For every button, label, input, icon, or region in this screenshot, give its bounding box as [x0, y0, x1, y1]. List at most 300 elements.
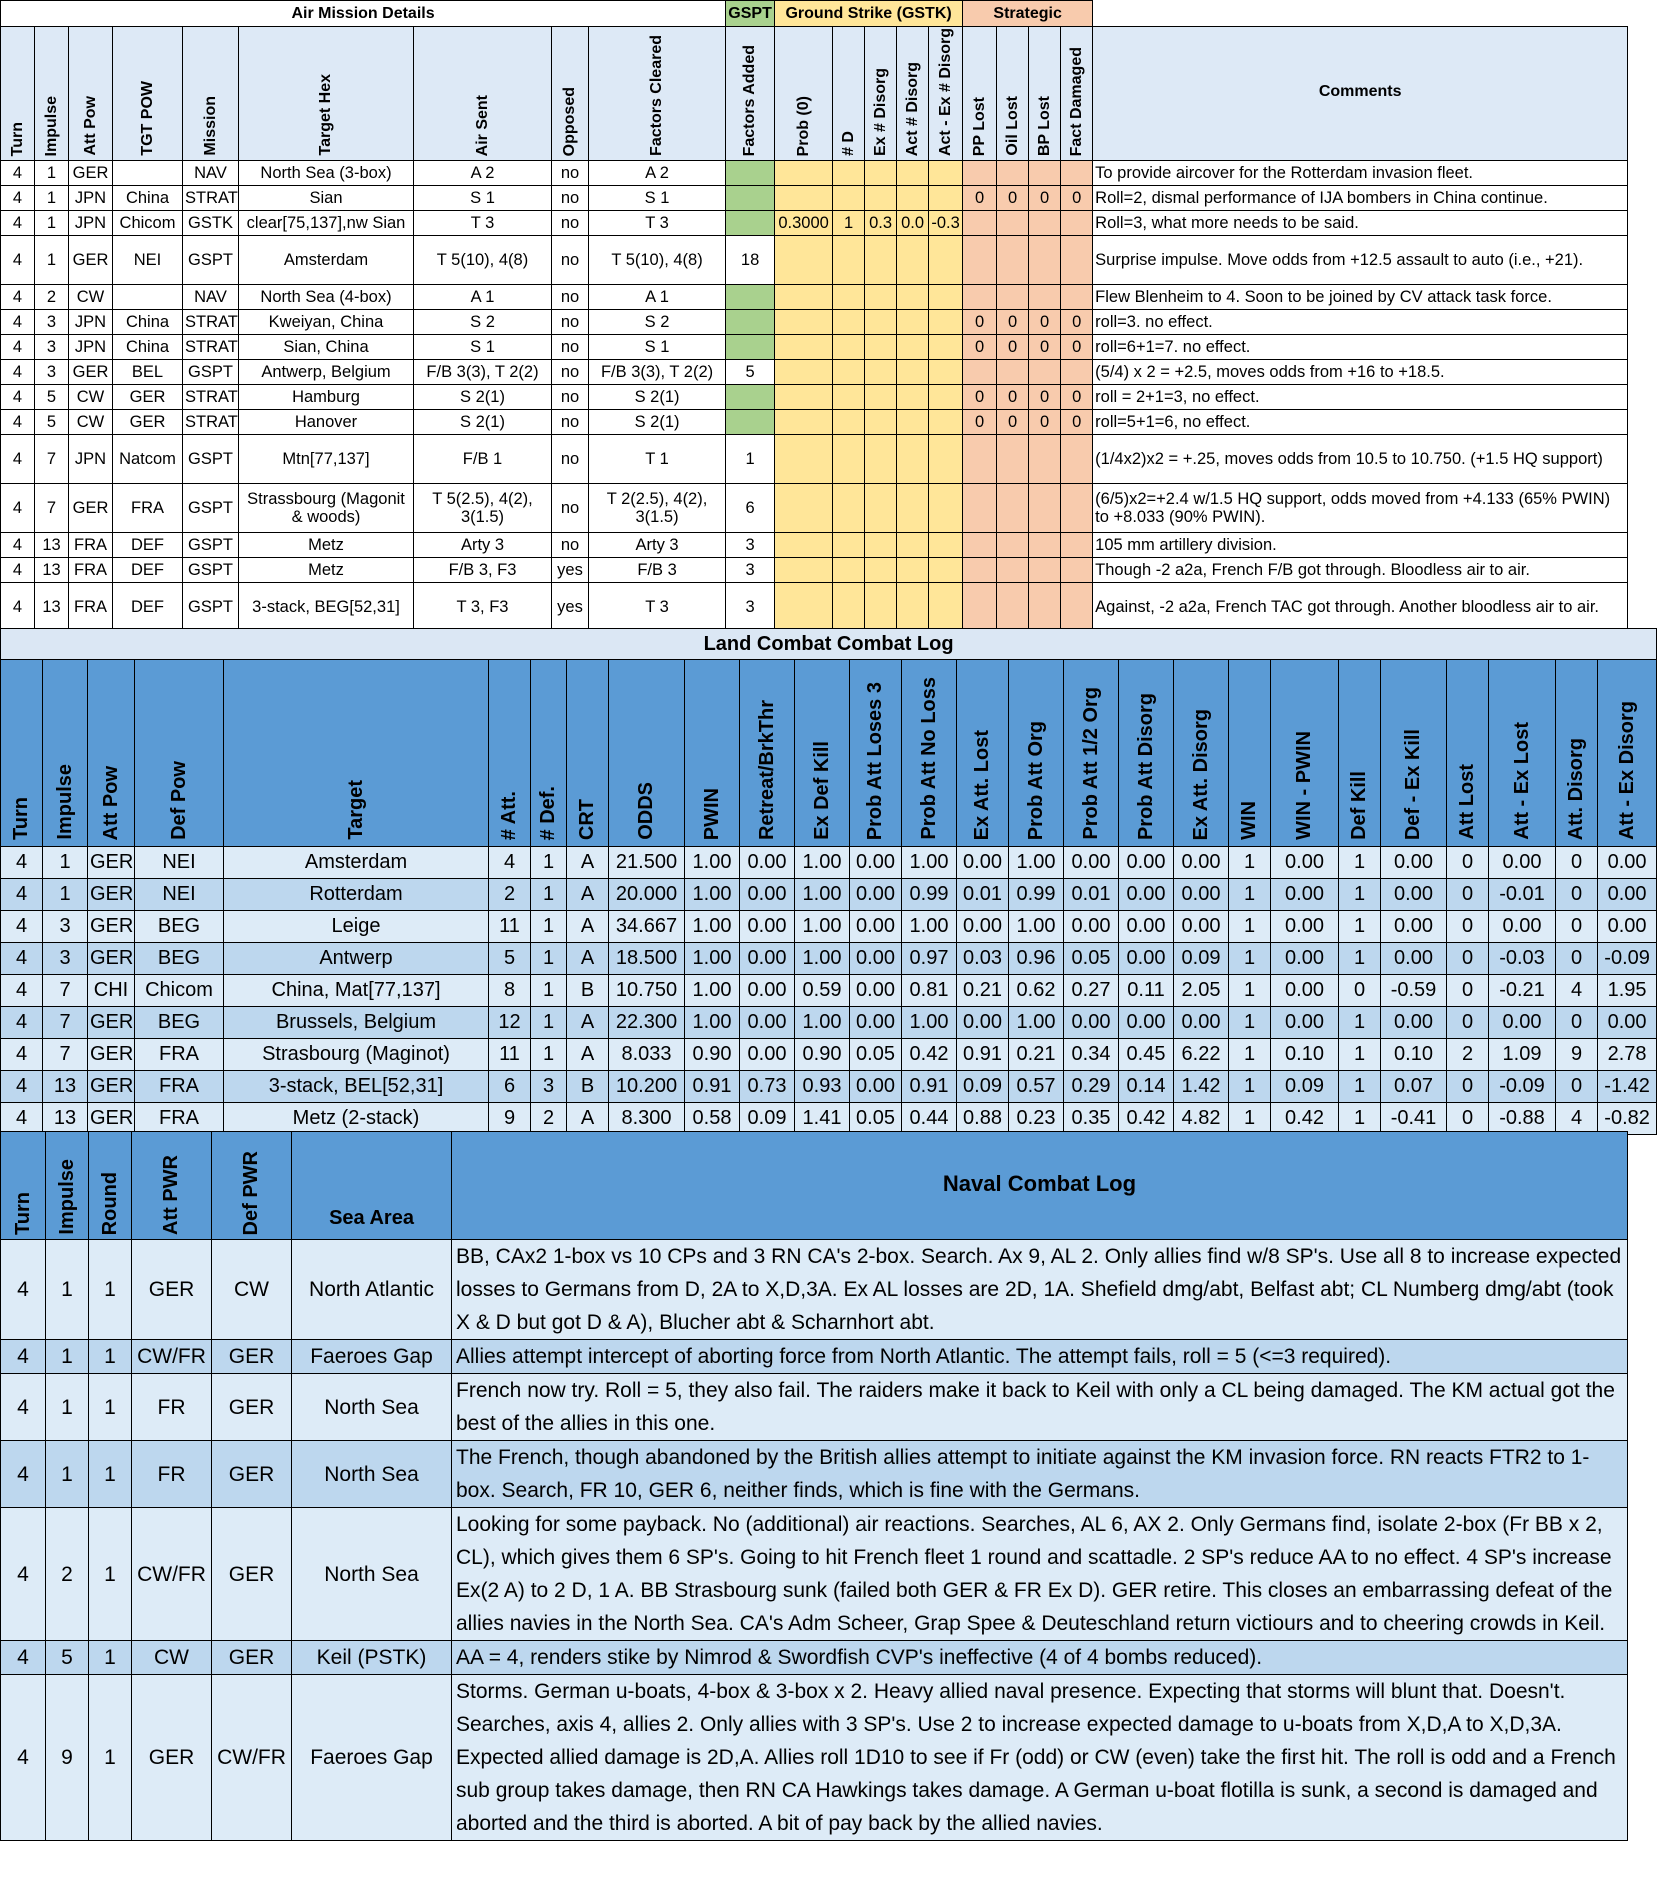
air-att-cell: GER	[69, 236, 113, 285]
air-mission-row	[1, 533, 1628, 558]
air-comment-cell: Against, -2 a2a, French TAC got through. Another bloodless air to air.	[1093, 583, 1628, 632]
land-cell: 0	[1556, 1007, 1598, 1039]
air-att-cell: JPN	[69, 310, 113, 335]
land-header-label: Att - Ex Lost	[1510, 722, 1533, 840]
naval-header-cell	[292, 1132, 452, 1240]
land-header-label: Prob Att Disorg	[1134, 692, 1157, 840]
land-header-label: Retreat/BrkThr	[755, 699, 778, 840]
air-added-cell	[726, 186, 775, 211]
air-actd-cell	[897, 236, 929, 285]
land-cell: B	[567, 1071, 609, 1103]
land-cell: 8.300	[609, 1103, 685, 1135]
land-header-label: Impulse	[53, 764, 76, 840]
land-cell: GER	[88, 879, 135, 911]
land-cell: 0.00	[740, 847, 795, 879]
air-turn-cell: 4	[1, 285, 35, 310]
land-cell: 0.00	[1271, 879, 1339, 911]
naval-round-cell: 1	[89, 1441, 132, 1508]
air-hex-cell: Antwerp, Belgium	[239, 360, 414, 385]
air-cleared-cell: F/B 3	[589, 558, 726, 583]
land-cell: 1	[531, 911, 567, 943]
naval-round-cell: 1	[89, 1641, 132, 1675]
land-cell: 0.88	[957, 1103, 1009, 1135]
land-cell: 1	[1229, 1007, 1271, 1039]
land-cell: GER	[88, 1071, 135, 1103]
air-header-label: Mission	[201, 96, 219, 156]
air-d-cell	[833, 310, 865, 335]
air-pp-cell	[963, 484, 997, 533]
land-cell: 0.21	[1009, 1039, 1064, 1071]
air-added-cell: 3	[726, 533, 775, 558]
naval-comment-cell: Allies attempt intercept of aborting force from North Atlantic. The attempt fails, roll = 5 (<=3 required).	[452, 1340, 1628, 1374]
land-cell: 0.00	[1489, 911, 1556, 943]
air-d-cell	[833, 335, 865, 360]
land-cell: 1	[1339, 1039, 1381, 1071]
land-cell: 0	[1556, 911, 1598, 943]
air-oil-cell	[997, 533, 1029, 558]
land-cell: 0.00	[850, 943, 902, 975]
air-actd-cell	[897, 335, 929, 360]
naval-combat-row	[1, 1641, 1628, 1675]
air-mission-cell: GSPT	[183, 236, 239, 285]
air-opp-cell: no	[552, 385, 589, 410]
land-cell: 0.01	[957, 879, 1009, 911]
air-diff-cell	[929, 236, 963, 285]
land-cell: 6	[489, 1071, 531, 1103]
air-imp-cell: 1	[35, 161, 69, 186]
land-header-cell	[795, 660, 850, 847]
air-imp-cell: 13	[35, 558, 69, 583]
land-header-cell	[957, 660, 1009, 847]
air-prob-cell	[775, 285, 833, 310]
land-cell: GER	[88, 1039, 135, 1071]
land-cell: 0.42	[1119, 1103, 1174, 1135]
air-cleared-cell: A 2	[589, 161, 726, 186]
land-header-cell	[685, 660, 740, 847]
land-header-cell	[489, 660, 531, 847]
air-bp-cell: 0	[1029, 335, 1061, 360]
land-cell: 0.10	[1381, 1039, 1447, 1071]
air-imp-cell: 1	[35, 186, 69, 211]
naval-att-cell: FR	[132, 1374, 212, 1441]
air-fact-cell	[1061, 583, 1093, 632]
air-oil-cell	[997, 211, 1029, 236]
air-diff-cell	[929, 161, 963, 186]
air-d-cell	[833, 236, 865, 285]
air-oil-cell	[997, 285, 1029, 310]
land-cell: 9	[1556, 1039, 1598, 1071]
land-cell: A	[567, 879, 609, 911]
land-cell: 0.93	[795, 1071, 850, 1103]
air-header-label: Act # Disorg	[903, 61, 921, 156]
air-prob-cell	[775, 161, 833, 186]
land-cell: 0.91	[902, 1071, 957, 1103]
land-header-label: Att - Ex Disorg	[1615, 701, 1638, 840]
naval-combat-title: Naval Combat Log	[452, 1132, 1628, 1240]
air-bp-cell	[1029, 533, 1061, 558]
air-header-cell	[35, 27, 69, 161]
naval-combat-table	[0, 1131, 1628, 1841]
air-added-cell	[726, 385, 775, 410]
air-d-cell: 1	[833, 211, 865, 236]
air-mission-row	[1, 385, 1628, 410]
air-header-cell	[997, 27, 1029, 161]
land-cell: 0.00	[1598, 847, 1657, 879]
naval-area-cell: North Sea	[292, 1508, 452, 1641]
air-actd-cell	[897, 484, 929, 533]
land-cell: 1.00	[902, 1007, 957, 1039]
land-header-label: WIN - PWIN	[1293, 731, 1315, 840]
air-mission-row	[1, 335, 1628, 360]
naval-header-label: Sea Area	[329, 1207, 414, 1229]
air-bp-cell	[1029, 360, 1061, 385]
air-hex-cell: North Sea (4-box)	[239, 285, 414, 310]
air-mission-row	[1, 310, 1628, 335]
naval-turn-cell: 4	[1, 1641, 46, 1675]
air-diff-cell	[929, 360, 963, 385]
land-cell: 0.00	[1271, 911, 1339, 943]
air-prob-cell	[775, 335, 833, 360]
air-mission-row	[1, 211, 1628, 236]
air-comment-cell: (5/4) x 2 = +2.5, moves odds from +16 to +18.5.	[1093, 360, 1628, 385]
air-tgt-cell	[113, 285, 183, 310]
air-tgt-cell	[113, 161, 183, 186]
air-header-cell	[113, 27, 183, 161]
land-header-label: Def - Ex Kill	[1402, 728, 1424, 840]
air-exd-cell	[865, 583, 897, 632]
land-cell: 0.00	[740, 975, 795, 1007]
air-fact-cell: 0	[1061, 410, 1093, 435]
naval-imp-cell: 1	[46, 1340, 89, 1374]
land-cell: A	[567, 1103, 609, 1135]
air-hex-cell: Metz	[239, 533, 414, 558]
naval-def-cell: CW	[212, 1240, 292, 1340]
land-cell: BEG	[135, 911, 224, 943]
air-pp-cell	[963, 533, 997, 558]
air-pp-cell: 0	[963, 310, 997, 335]
air-opp-cell: no	[552, 310, 589, 335]
land-cell: GER	[88, 847, 135, 879]
air-prob-cell	[775, 533, 833, 558]
air-tgt-cell: DEF	[113, 558, 183, 583]
land-cell: 0.00	[1119, 943, 1174, 975]
land-header-label: Prob Att 1/2 Org	[1079, 687, 1102, 840]
air-fact-cell	[1061, 360, 1093, 385]
land-cell: 1	[1229, 911, 1271, 943]
air-header-cell	[833, 27, 865, 161]
air-prob-cell	[775, 310, 833, 335]
naval-comment-cell: Looking for some payback. No (additional) air reactions. Searches, AL 6, AX 2. Only Germans find, isolate 2-box (Fr BB x 2, CL), which gives them 6 SP's. Going to hit French fleet 1 round and scattadle. 2 SP's reduce AA to no effect. 4 SP's increase Ex(2 A) to 2 D, 1 A. BB Strasbourg sunk (failed both GER & FR Ex D). GER retire. This closes an embarrassing defeat of the allies navies in the North Sea. CA's Adm Scheer, Grap Spee & Deuteschland return victiours and to cheering crowds in Keil.	[452, 1508, 1628, 1641]
air-actd-cell	[897, 186, 929, 211]
air-exd-cell	[865, 236, 897, 285]
air-cleared-cell: S 2(1)	[589, 410, 726, 435]
naval-turn-cell: 4	[1, 1340, 46, 1374]
land-cell: 1	[531, 1039, 567, 1071]
naval-area-cell: North Atlantic	[292, 1240, 452, 1340]
naval-round-cell: 1	[89, 1374, 132, 1441]
air-turn-cell: 4	[1, 335, 35, 360]
land-cell: -0.41	[1381, 1103, 1447, 1135]
land-cell: 0	[1447, 879, 1489, 911]
land-cell: 0.05	[850, 1039, 902, 1071]
land-cell: -0.21	[1489, 975, 1556, 1007]
air-mission-cell: GSPT	[183, 360, 239, 385]
land-cell: 0	[1556, 879, 1598, 911]
land-cell: Chicom	[135, 975, 224, 1007]
air-fact-cell: 0	[1061, 335, 1093, 360]
land-cell: 0.81	[902, 975, 957, 1007]
air-d-cell	[833, 410, 865, 435]
land-cell: 34.667	[609, 911, 685, 943]
air-att-cell: GER	[69, 484, 113, 533]
air-comment-cell: (1/4x2)x2 = +.25, moves odds from 10.5 to 10.750. (+1.5 HQ support)	[1093, 435, 1628, 484]
air-header-label: Target Hex	[317, 74, 334, 156]
air-mission-cell: GSPT	[183, 558, 239, 583]
naval-turn-cell: 4	[1, 1675, 46, 1841]
air-imp-cell: 5	[35, 385, 69, 410]
air-oil-cell	[997, 484, 1029, 533]
land-cell: 0.00	[1174, 911, 1229, 943]
air-mission-cell: NAV	[183, 285, 239, 310]
land-cell: 10.200	[609, 1071, 685, 1103]
air-att-cell: JPN	[69, 435, 113, 484]
land-cell: 0.99	[1009, 879, 1064, 911]
land-cell: 1	[531, 975, 567, 1007]
air-header-cell	[589, 27, 726, 161]
land-cell: Leige	[224, 911, 489, 943]
air-header-cell	[726, 27, 775, 161]
air-fact-cell: 0	[1061, 310, 1093, 335]
air-mission-row	[1, 186, 1628, 211]
air-fact-cell: 0	[1061, 385, 1093, 410]
air-turn-cell: 4	[1, 435, 35, 484]
air-bp-cell: 0	[1029, 186, 1061, 211]
air-header-cell	[69, 27, 113, 161]
air-turn-cell: 4	[1, 310, 35, 335]
air-comment-cell: To provide aircover for the Rotterdam invasion fleet.	[1093, 161, 1628, 186]
naval-def-cell: GER	[212, 1641, 292, 1675]
gstk-group-title: Ground Strike (GSTK)	[775, 1, 963, 27]
naval-header-cell	[89, 1132, 132, 1240]
naval-def-cell: GER	[212, 1340, 292, 1374]
air-actd-cell	[897, 558, 929, 583]
air-mission-cell: STRAT	[183, 410, 239, 435]
air-actd-cell	[897, 310, 929, 335]
naval-comment-cell: Storms. German u-boats, 4-box & 3-box x 2. Heavy allied naval presence. Expecting that storms will blunt that. Doesn't. Searches, axis 4, allies 2. Only allies with 3 SP's. Use 2 to increase expected damage to u-boats from X,D,A to X,D,3A. Expected allied damage is 2D,A. Allies roll 1D10 to see if Fr (odd) or CW (even) take the first hit. The roll is odd and a French sub group takes damage, then RN CA Hawkings takes damage. A German u-boat flotilla is sunk, a second is damaged and aborted and the third is aborted. A bit of pay back by the allied navies.	[452, 1675, 1628, 1841]
land-combat-row	[1, 975, 1657, 1007]
air-diff-cell	[929, 310, 963, 335]
air-actd-cell	[897, 583, 929, 632]
land-header-cell	[1556, 660, 1598, 847]
land-cell: FRA	[135, 1103, 224, 1135]
air-sent-cell: F/B 3, F3	[414, 558, 552, 583]
naval-round-cell: 1	[89, 1340, 132, 1374]
land-cell: 0.99	[902, 879, 957, 911]
air-header-label: Prob (0)	[794, 95, 812, 156]
air-cleared-cell: A 1	[589, 285, 726, 310]
land-cell: -0.09	[1489, 1071, 1556, 1103]
air-actd-cell	[897, 410, 929, 435]
naval-att-cell: GER	[132, 1675, 212, 1841]
land-header-cell	[88, 660, 135, 847]
air-cleared-cell: Arty 3	[589, 533, 726, 558]
land-header-label: ODDS	[635, 782, 657, 840]
air-turn-cell: 4	[1, 385, 35, 410]
land-cell: 0.00	[740, 1007, 795, 1039]
air-oil-cell: 0	[997, 310, 1029, 335]
land-cell: 9	[489, 1103, 531, 1135]
air-mission-row	[1, 161, 1628, 186]
air-header-label: PP Lost	[970, 96, 988, 156]
land-header-label: Target	[344, 780, 367, 840]
air-diff-cell	[929, 335, 963, 360]
air-hex-cell: Metz	[239, 558, 414, 583]
air-prob-cell	[775, 236, 833, 285]
land-cell: 1	[1229, 1103, 1271, 1135]
land-cell: 0.00	[1174, 847, 1229, 879]
land-cell: 0	[1447, 1071, 1489, 1103]
air-sent-cell: T 3	[414, 211, 552, 236]
air-att-cell: CW	[69, 385, 113, 410]
air-added-cell: 1	[726, 435, 775, 484]
air-att-cell: GER	[69, 161, 113, 186]
air-att-cell: CW	[69, 410, 113, 435]
air-opp-cell: no	[552, 161, 589, 186]
air-turn-cell: 4	[1, 558, 35, 583]
land-header-cell	[135, 660, 224, 847]
air-imp-cell: 7	[35, 484, 69, 533]
land-cell: 0.00	[850, 975, 902, 1007]
land-combat-row	[1, 1039, 1657, 1071]
air-d-cell	[833, 583, 865, 632]
air-hex-cell: North Sea (3-box)	[239, 161, 414, 186]
air-att-cell: GER	[69, 360, 113, 385]
land-cell: 0.00	[1271, 943, 1339, 975]
land-cell: 1	[1339, 1071, 1381, 1103]
land-cell: 0.44	[902, 1103, 957, 1135]
air-mission-row	[1, 583, 1628, 632]
land-cell: 22.300	[609, 1007, 685, 1039]
air-added-cell: 6	[726, 484, 775, 533]
air-bp-cell	[1029, 583, 1061, 632]
land-cell: 0.00	[1271, 1007, 1339, 1039]
air-prob-cell	[775, 360, 833, 385]
air-oil-cell: 0	[997, 385, 1029, 410]
land-cell: 0.00	[1064, 1007, 1119, 1039]
land-cell: 20.000	[609, 879, 685, 911]
naval-turn-cell: 4	[1, 1508, 46, 1641]
air-header-label: Fact Damaged	[1067, 46, 1085, 156]
naval-att-cell: CW/FR	[132, 1508, 212, 1641]
land-combat-table	[0, 628, 1657, 1135]
land-cell: 1	[1339, 943, 1381, 975]
land-cell: 1.00	[1009, 847, 1064, 879]
air-fact-cell	[1061, 484, 1093, 533]
land-cell: 0.00	[1064, 847, 1119, 879]
naval-header-label: Impulse	[55, 1159, 78, 1235]
land-cell: 0.00	[1598, 911, 1657, 943]
land-cell: 0	[1447, 1103, 1489, 1135]
land-cell: 0.00	[957, 847, 1009, 879]
air-exd-cell: 0.3	[865, 211, 897, 236]
naval-def-cell: CW/FR	[212, 1675, 292, 1841]
land-cell: CHI	[88, 975, 135, 1007]
naval-turn-cell: 4	[1, 1441, 46, 1508]
naval-imp-cell: 1	[46, 1441, 89, 1508]
land-header-label: Att Pow	[99, 765, 122, 840]
air-tgt-cell: Natcom	[113, 435, 183, 484]
air-added-cell	[726, 310, 775, 335]
naval-att-cell: CW	[132, 1641, 212, 1675]
land-header-cell	[1447, 660, 1489, 847]
air-mission-cell: STRAT	[183, 385, 239, 410]
air-cleared-cell: T 3	[589, 583, 726, 632]
air-imp-cell: 13	[35, 583, 69, 632]
land-cell: 0.34	[1064, 1039, 1119, 1071]
air-header-label: TGT POW	[138, 81, 156, 156]
naval-combat-row	[1, 1508, 1628, 1641]
air-exd-cell	[865, 410, 897, 435]
land-cell: 1	[43, 847, 88, 879]
air-diff-cell	[929, 435, 963, 484]
land-header-cell	[1119, 660, 1174, 847]
land-cell: 1.00	[685, 879, 740, 911]
naval-round-cell: 1	[89, 1675, 132, 1841]
land-cell: 21.500	[609, 847, 685, 879]
air-imp-cell: 1	[35, 211, 69, 236]
land-header-label: # Att.	[498, 790, 520, 840]
land-cell: 0.00	[1381, 879, 1447, 911]
land-cell: 6.22	[1174, 1039, 1229, 1071]
land-cell: 0.00	[1119, 847, 1174, 879]
land-cell: 0.00	[740, 943, 795, 975]
air-mission-cell: GSPT	[183, 583, 239, 632]
air-comment-cell: roll=3. no effect.	[1093, 310, 1628, 335]
air-att-cell: JPN	[69, 186, 113, 211]
land-cell: 0.27	[1064, 975, 1119, 1007]
air-imp-cell: 13	[35, 533, 69, 558]
air-prob-cell: 0.3000	[775, 211, 833, 236]
land-cell: 4	[1, 911, 43, 943]
air-diff-cell	[929, 583, 963, 632]
naval-area-cell: Keil (PSTK)	[292, 1641, 452, 1675]
air-header-label: Air Sent	[473, 94, 491, 156]
air-turn-cell: 4	[1, 211, 35, 236]
land-cell: FRA	[135, 1071, 224, 1103]
land-cell: 1.00	[795, 911, 850, 943]
land-cell: 1.00	[902, 847, 957, 879]
air-comment-cell: Flew Blenheim to 4. Soon to be joined by CV attack task force.	[1093, 285, 1628, 310]
air-header-label: Att Pow	[81, 96, 99, 156]
air-header-label: BP Lost	[1035, 95, 1053, 156]
naval-header-label: Att PWR	[160, 1155, 182, 1235]
air-bp-cell	[1029, 211, 1061, 236]
air-turn-cell: 4	[1, 186, 35, 211]
air-comment-cell: (6/5)x2=+2.4 w/1.5 HQ support, odds moved from +4.133 (65% PWIN) to +8.033 (90% PWIN).	[1093, 484, 1628, 533]
land-header-label: Turn	[10, 797, 32, 840]
air-opp-cell: no	[552, 335, 589, 360]
air-opp-cell: yes	[552, 558, 589, 583]
air-header-cell	[1029, 27, 1061, 161]
air-sent-cell: S 1	[414, 186, 552, 211]
land-cell: 0.00	[1064, 911, 1119, 943]
naval-header-cell	[46, 1132, 89, 1240]
land-cell: 0	[1447, 975, 1489, 1007]
land-header-label: Ex Att. Disorg	[1189, 708, 1212, 840]
land-cell: 0.45	[1119, 1039, 1174, 1071]
air-hex-cell: Hanover	[239, 410, 414, 435]
land-combat-title: Land Combat Combat Log	[1, 629, 1657, 660]
